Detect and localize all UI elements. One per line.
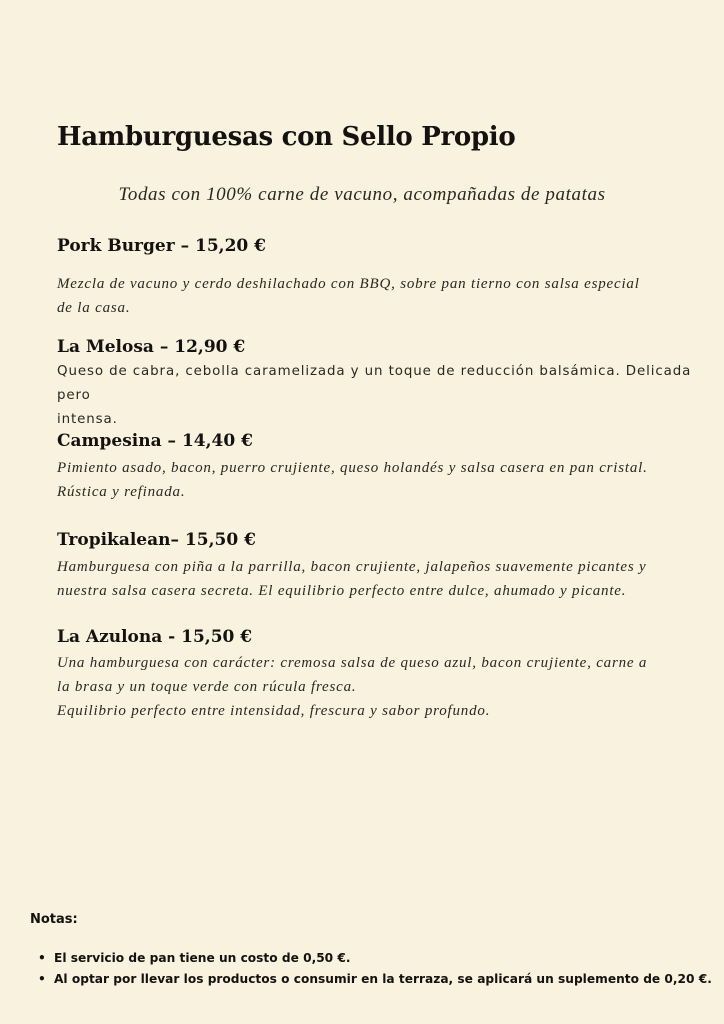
description-line: Queso de cabra, cebolla caramelizada y un toque de reducción balsámica. Delicada pero xyxy=(57,364,692,403)
note-item: • Al optar por llevar los productos o consumir en la terraza, se aplicará un suplemento de 0,20 €. xyxy=(38,969,712,990)
notes-title: Notas: xyxy=(30,912,78,927)
menu-item-description xyxy=(57,360,702,432)
menu-item-name: Pork Burger – 15,20 € xyxy=(57,236,266,256)
description-line: Equilibrio perfecto entre intensidad, frescura y sabor profundo. xyxy=(57,703,491,719)
menu-item-description xyxy=(57,651,702,723)
description-line: la brasa y un toque verde con rúcula fresca. xyxy=(57,679,357,695)
menu-item-description xyxy=(57,456,702,504)
description-line: de la casa. xyxy=(57,300,131,316)
menu-item-description xyxy=(57,555,702,603)
menu-item-name: La Azulona - 15,50 € xyxy=(57,627,253,647)
menu-item-description xyxy=(57,272,702,320)
notes-list xyxy=(38,948,712,990)
page-title: Hamburguesas con Sello Propio xyxy=(57,122,516,152)
note-item: • El servicio de pan tiene un costo de 0,50 €. xyxy=(38,948,712,969)
description-line: Hamburguesa con piña a la parrilla, bacon crujiente, jalapeños suavemente picantes y xyxy=(57,559,647,575)
page-subtitle: Todas con 100% carne de vacuno, acompañadas de patatas xyxy=(118,184,606,205)
menu-item-name: Tropikalean– 15,50 € xyxy=(57,530,256,550)
description-line: Rústica y refinada. xyxy=(57,484,186,500)
description-line: nuestra salsa casera secreta. El equilibrio perfecto entre dulce, ahumado y picante. xyxy=(57,583,627,599)
description-line: intensa. xyxy=(57,412,118,427)
description-line: Pimiento asado, bacon, puerro crujiente, queso holandés y salsa casera en pan cristal. xyxy=(57,460,648,476)
description-line: Una hamburguesa con carácter: cremosa salsa de queso azul, bacon crujiente, carne a xyxy=(57,655,648,671)
menu-item-name: La Melosa – 12,90 € xyxy=(57,337,246,357)
description-line: Mezcla de vacuno y cerdo deshilachado con BBQ, sobre pan tierno con salsa especial xyxy=(57,276,640,292)
menu-item-name: Campesina – 14,40 € xyxy=(57,431,253,451)
